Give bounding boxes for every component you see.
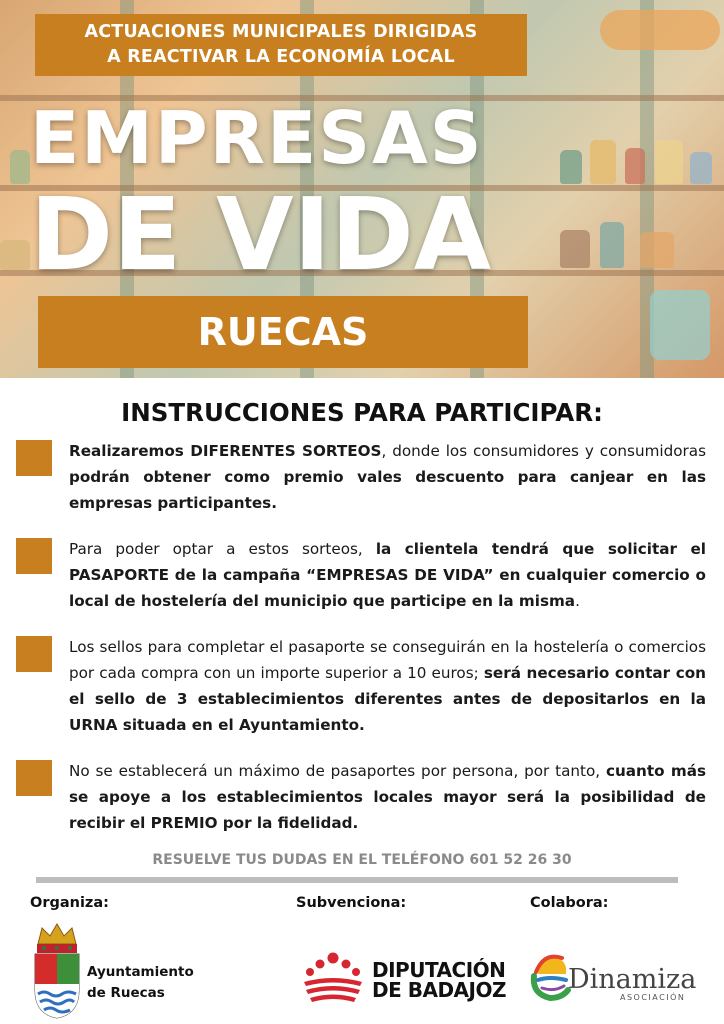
banner-line-1: ACTUACIONES MUNICIPALES DIRIGIDAS — [84, 22, 478, 42]
diputacion-line-1: DIPUTACIÓN — [372, 958, 506, 982]
ayuntamiento-line-2: de Ruecas — [87, 985, 165, 1001]
plain-text: Los sellos para completar el pasaporte se conseguirán en la hostelería o comercios por cada compra con un importe superior a 10 euros; — [69, 638, 706, 682]
instruction-item — [16, 634, 706, 738]
coat-of-arms-icon — [30, 922, 84, 1020]
instruction-item — [16, 536, 706, 614]
bullet-square — [16, 440, 52, 476]
diputacion-name — [372, 960, 506, 1000]
instruction-item — [16, 438, 706, 516]
town-banner — [38, 296, 528, 368]
diputacion-logo-icon — [300, 950, 366, 1004]
dinamiza-name: Dinamiza — [568, 964, 697, 995]
plain-text: . — [575, 592, 580, 610]
banner-line-2: A REACTIVAR LA ECONOMÍA LOCAL — [107, 47, 455, 67]
bullet-square — [16, 636, 52, 672]
divider — [36, 877, 678, 883]
subvenciona-label: Subvenciona: — [296, 895, 407, 911]
plain-text: , donde los consumidores y consumidoras — [381, 442, 707, 460]
instructions-title: INSTRUCCIONES PARA PARTICIPAR: — [121, 398, 603, 427]
help-phone-text: RESUELVE TUS DUDAS EN EL TELÉFONO 601 52 26 30 — [152, 852, 572, 868]
dinamiza-logo-icon — [528, 950, 572, 1002]
bullet-square — [16, 538, 52, 574]
plain-text: Para poder optar a estos sorteos, — [69, 540, 376, 558]
diputacion-line-2: DE BADAJOZ — [372, 978, 506, 1002]
town-name: RUECAS — [197, 310, 369, 354]
bullet-square — [16, 760, 52, 796]
ayuntamiento-name — [87, 962, 194, 1004]
dinamiza-subtitle: ASOCIACIÓN — [620, 993, 686, 1002]
instruction-text — [69, 536, 706, 614]
bold-text: podrán obtener como premio vales descuento para canjear en las empresas participantes. — [69, 468, 706, 512]
bold-text: Realizaremos DIFERENTES SORTEOS — [69, 442, 382, 460]
top-banner — [35, 14, 527, 76]
bold-text: cuanto más se apoye a los establecimientos locales mayor será la posibilidad de recibir el PREMIO por la fidelidad. — [69, 762, 706, 832]
bold-text: la clientela tendrá que solicitar el PASAPORTE de la campaña “EMPRESAS DE VIDA” en cualquier comercio o local de hostelería del municipio que participe en la misma — [69, 540, 706, 610]
organiza-label: Organiza: — [30, 895, 109, 911]
plain-text: No se establecerá un máximo de pasaportes por persona, por tanto, — [69, 762, 606, 780]
campaign-title-line-1: EMPRESAS — [30, 96, 484, 180]
instruction-text — [69, 758, 706, 836]
instruction-item — [16, 758, 706, 836]
ayuntamiento-line-1: Ayuntamiento — [87, 964, 194, 980]
campaign-title-line-2: DE VIDA — [30, 176, 492, 293]
colabora-label: Colabora: — [530, 895, 609, 911]
instruction-text — [69, 438, 706, 516]
bold-text: será necesario contar con el sello de 3 establecimientos diferentes antes de depositarlos en la URNA situada en el Ayuntamiento. — [69, 664, 706, 734]
instruction-text — [69, 634, 706, 738]
